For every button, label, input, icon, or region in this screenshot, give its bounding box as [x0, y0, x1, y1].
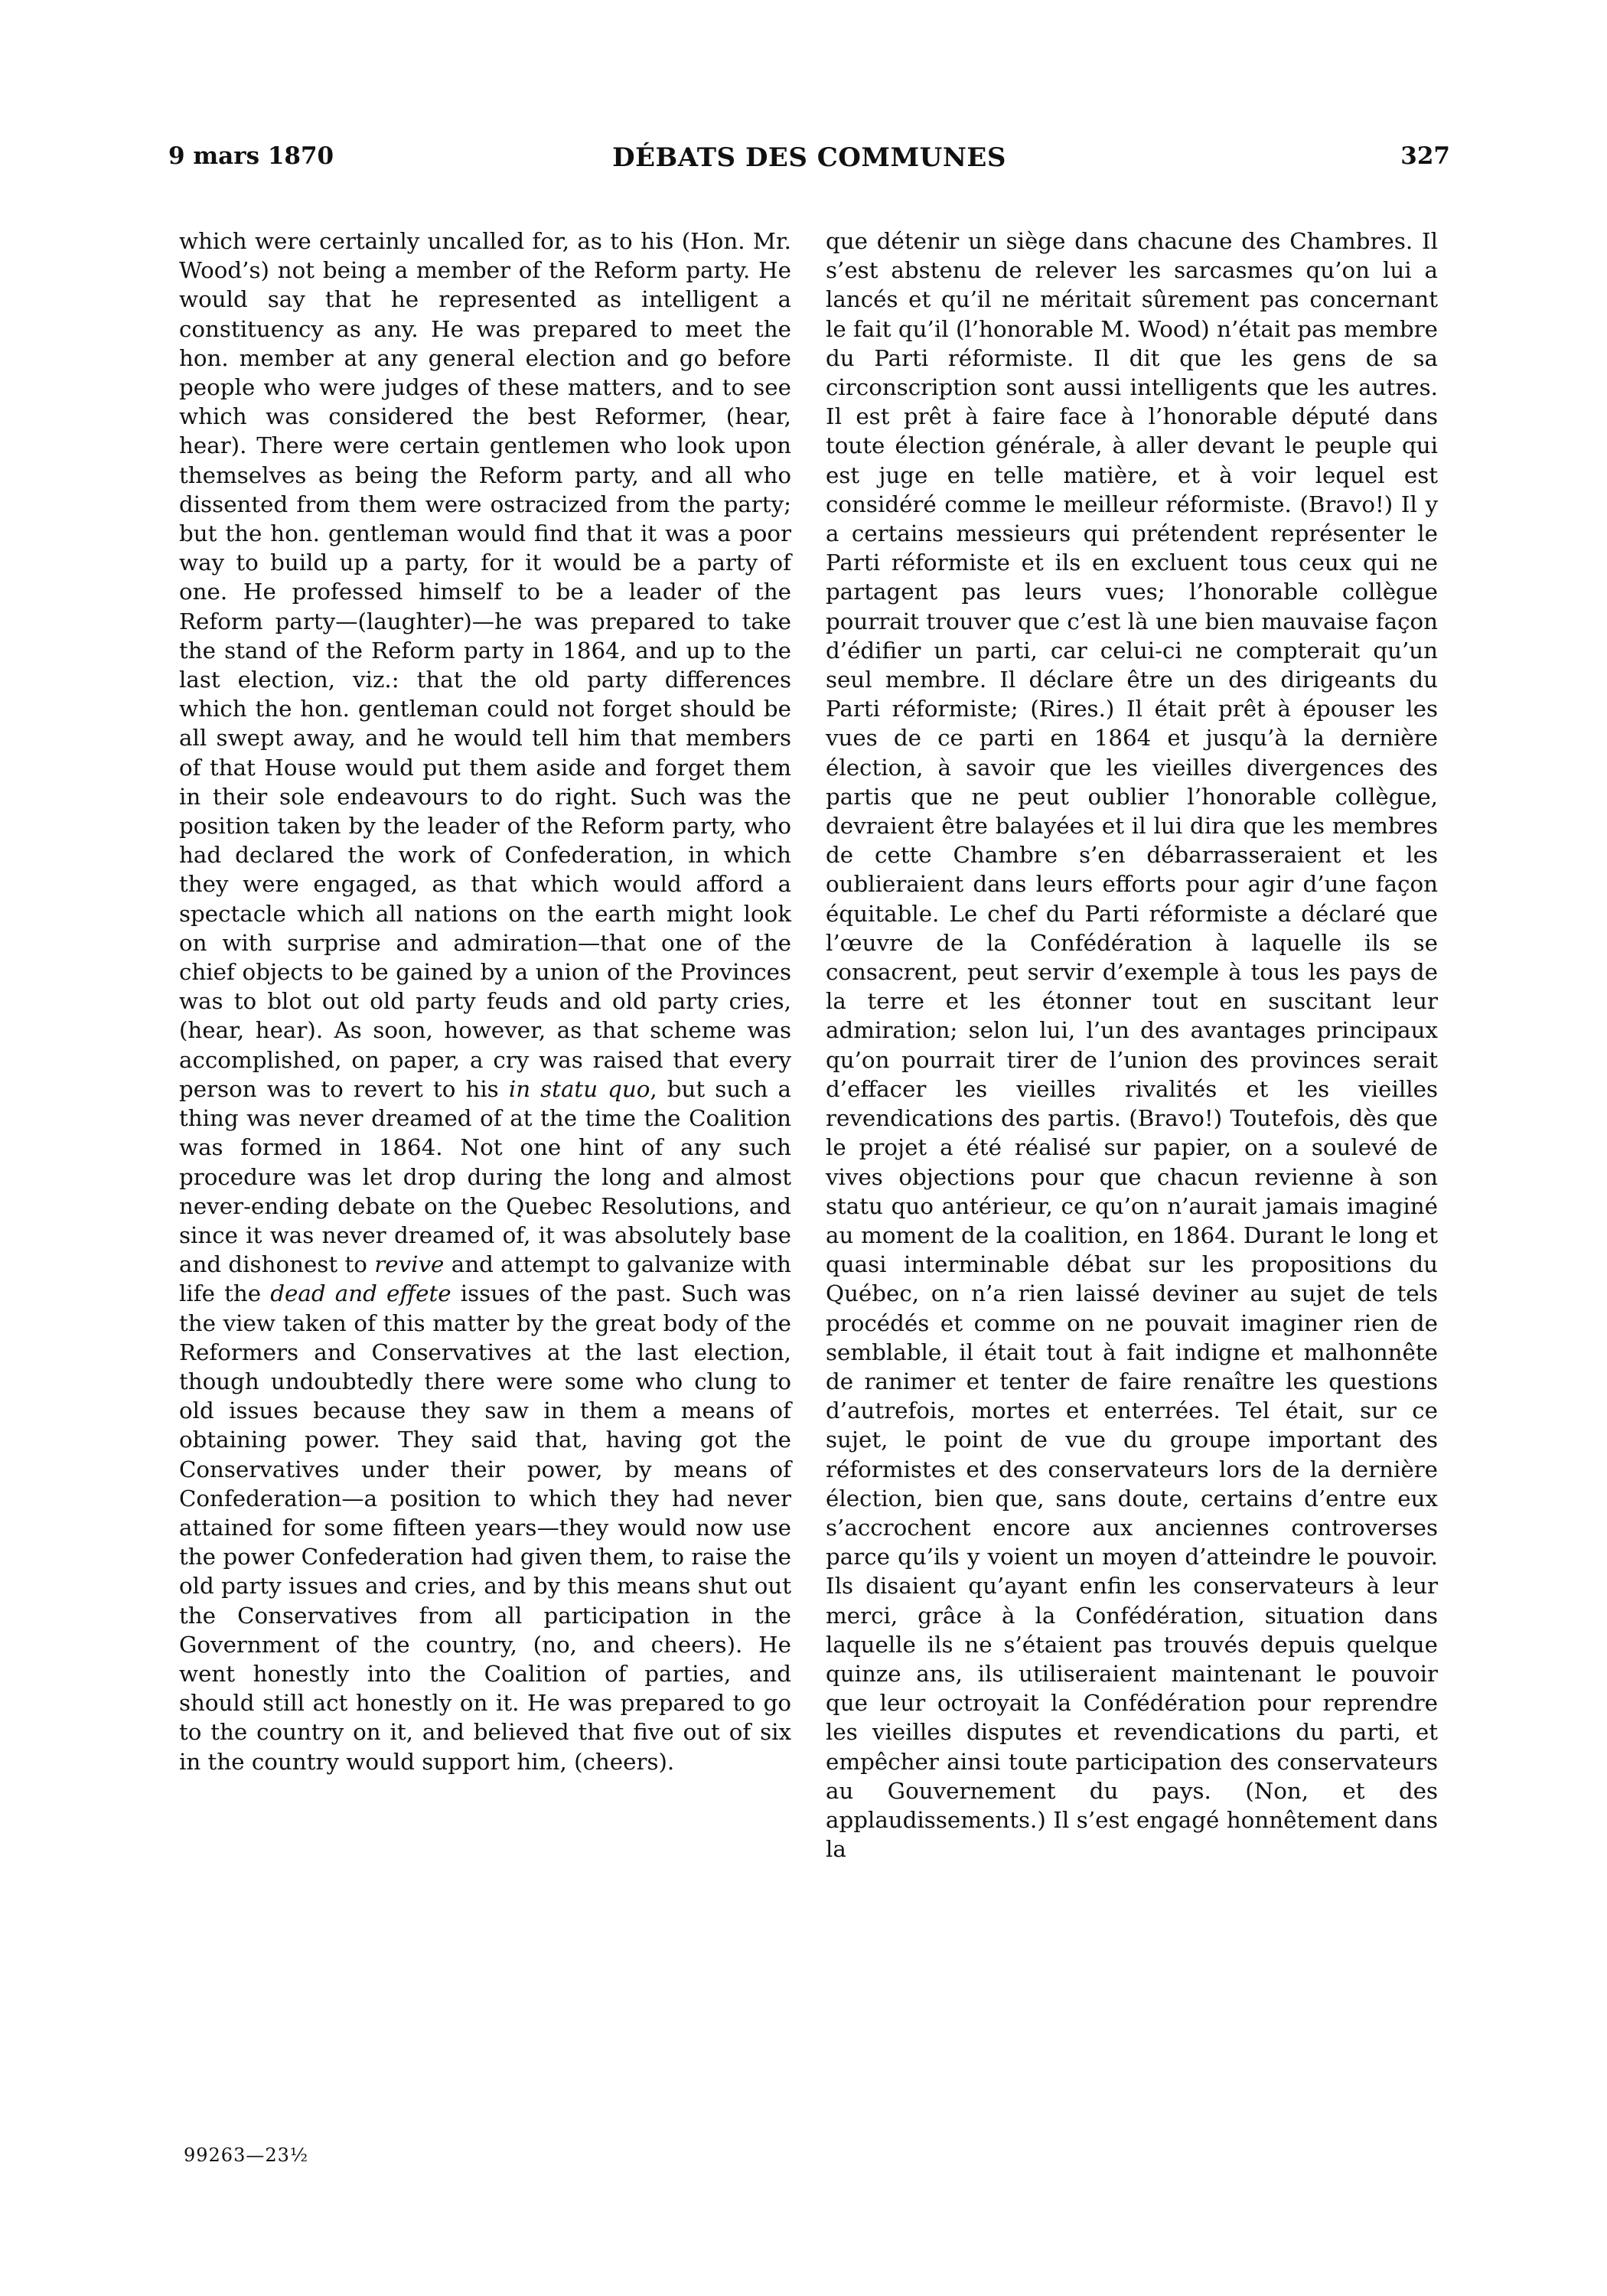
- english-italic-2: revive: [374, 1251, 445, 1278]
- french-column: [826, 227, 1438, 1864]
- page-number: 327: [1400, 142, 1450, 170]
- english-paragraph: [179, 227, 791, 1776]
- french-paragraph: que détenir un siège dans chacune des Chambres. Il s’est abstenu de relever les sarcasmes qu’on lui a lancés et qu’il ne méritait sûrement pas concernant le fait qu’il (l’honorable M. Wood) n’était pas membre du Parti réformiste. Il dit que les gens de sa circonscription sont aussi intelligents que les autres. Il est prêt à faire face à l’honorable député dans toute élection générale, à aller devant le peuple qui est juge en telle matière, et à voir lequel est considéré comme le meilleur réformiste. (Bravo!) Il y a certains messieurs qui prétendent représenter le Parti réformiste et ils en excluent tous ceux qui ne partagent pas leurs vues; l’honorable collègue pourrait trouver que c’est là une bien mauvaise façon d’édifier un parti, car celui-ci ne compterait qu’un seul membre. Il déclare être un des dirigeants du Parti réformiste; (Rires.) Il était prêt à épouser les vues de ce parti en 1864 et jusqu’à la dernière élection, à savoir que les vieilles divergences des partis que ne peut oublier l’honorable collègue, devraient être balayées et il lui dira que les membres de cette Chambre s’en débarrasseraient et les oublieraient dans leurs efforts pour agir d’une façon équitable. Le chef du Parti réformiste a déclaré que l’œuvre de la Confédération à laquelle ils se consacrent, peut servir d’exemple à tous les pays de la terre et les étonner tout en suscitant leur admiration; selon lui, l’un des avantages principaux qu’on pourrait tirer de l’union des provinces serait d’effacer les vieilles rivalités et les vieilles revendications des partis. (Bravo!) Toutefois, dès que le projet a été réalisé sur papier, on a soulevé de vives objections pour que chacun revienne à son statu quo antérieur, ce qu’on n’aurait jamais imaginé au moment de la coalition, en 1864. Durant le long et quasi interminable débat sur les propositions du Québec, on n’a rien laissé deviner au sujet de tels procédés et comme on ne pouvait imaginer rien de semblable, il était tout à fait indigne et malhonnête de ranimer et tenter de faire renaître les questions d’autrefois, mortes et enterrées. Tel était, sur ce sujet, le point de vue du groupe important des réformistes et des conservateurs lors de la dernière élection, bien que, sans doute, certains d’entre eux s’accrochent encore aux anciennes controverses parce qu’ils y voient un moyen d’atteindre le pouvoir. Ils disaient qu’ayant enfin les conservateurs à leur merci, grâce à la Confédération, situation dans laquelle ils ne s’étaient pas trouvés depuis quelque quinze ans, ils utiliseraient maintenant le pouvoir que leur octroyait la Confédération pour reprendre les vieilles disputes et revendications du parti, et empêcher ainsi toute participation des conservateurs au Gouvernement du pays. (Non, et des applaudissements.) Il s’est engagé honnêtement dans la: [826, 228, 1438, 1863]
- english-text-part-2: , but such a thing was never dreamed of at the time the Coalition was formed in 1864. Not one hint of any such procedure was let drop during the long and almost never-ending debate on the Quebec Resolutions, and since it was never dreamed of, it was absolutely base and dishonest to: [179, 1075, 791, 1278]
- header-title: DÉBATS DES COMMUNES: [612, 142, 1006, 173]
- footer-code: 99263—23½: [184, 2144, 309, 2166]
- english-italic-3: dead and effete: [270, 1280, 451, 1307]
- english-text-part-4: issues of the past. Such was the view taken of this matter by the great body of the Reformers and Conservatives at the last election, though undoubtedly there were some who clung to old issues because they saw in them a means of obtaining power. They said that, having got the Conservatives under their power, by means of Confederation—a position to which they had never attained for some fifteen years—they would now use the power Confederation had given them, to raise the old party issues and cries, and by this means shut out the Conservatives from all participation in the Government of the country, (no, and cheers). He went honestly into the Coalition of parties, and should still act honestly on it. He was prepared to go to the country on it, and believed that five out of six in the country would support him, (cheers).: [179, 1280, 791, 1775]
- english-text-part-1: which were certainly uncalled for, as to his (Hon. Mr. Wood’s) not being a member of the Reform party. He would say that he represented as intelligent a constituency as any. He was prepared to meet the hon. member at any general election and go before people who were judges of these matters, and to see which was considered the best Reformer, (hear, hear). There were certain gentlemen who look upon themselves as being the Reform party, and all who dissented from them were ostracized from the party; but the hon. gentleman would find that it was a poor way to build up a party, for it would be a party of one. He professed himself to be a leader of the Reform party—(laughter)—he was prepared to take the stand of the Reform party in 1864, and up to the last election, viz.: that the old party differences which the hon. gentleman could not forget should be all swept away, and he would tell him that members of that House would put them aside and forget them in their sole endeavours to do right. Such was the position taken by the leader of the Reform party, who had declared the work of Confederation, in which they were engaged, as that which would afford a spectacle which all nations on the earth might look on with surprise and admiration—that one of the chief objects to be gained by a union of the Provinces was to blot out old party feuds and old party cries, (hear, hear). As soon, however, as that scheme was accomplished, on paper, a cry was raised that every person was to revert to his: [179, 228, 791, 1102]
- running-header: [168, 142, 1450, 181]
- header-date: 9 mars 1870: [168, 142, 334, 170]
- english-text-part-3: and attempt to galvanize with life the: [179, 1251, 791, 1307]
- english-column: [179, 227, 791, 1776]
- english-italic-1: in statu quo: [508, 1075, 650, 1102]
